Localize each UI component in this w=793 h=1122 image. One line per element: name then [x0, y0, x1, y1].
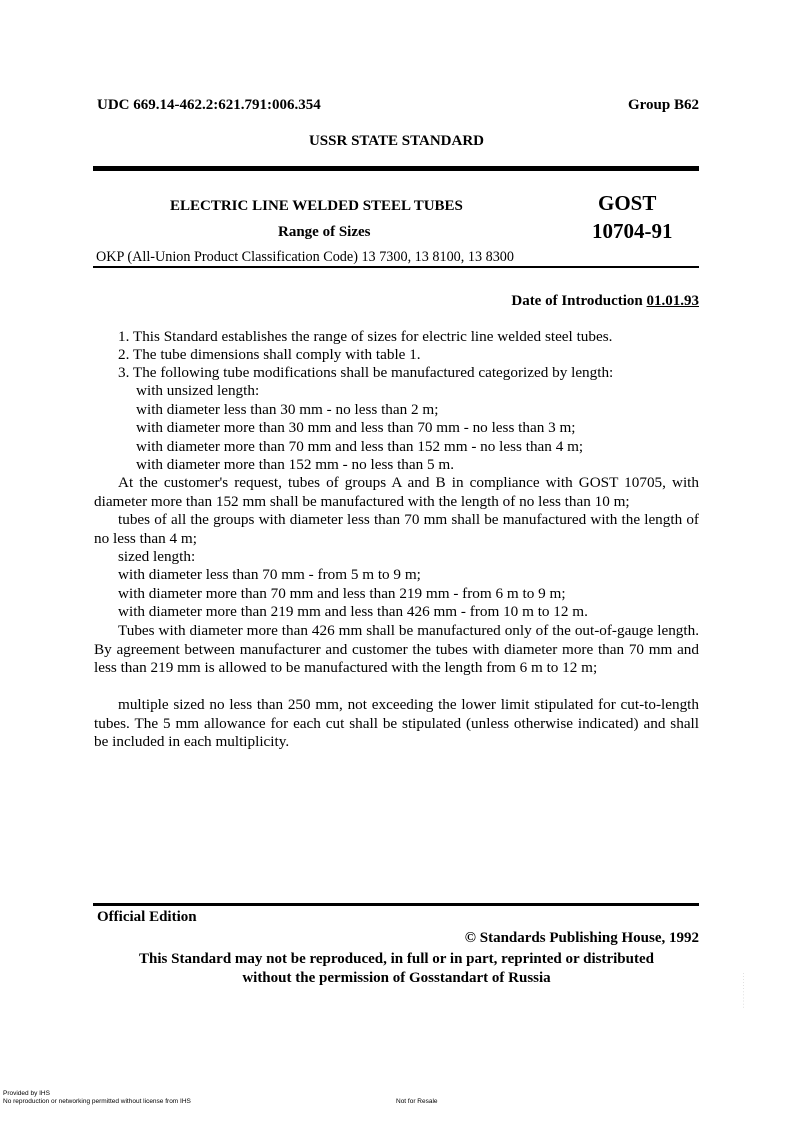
unsized-item-3: with diameter more than 70 mm and less than 152 mm - no less than 4 m; — [136, 438, 584, 455]
sized-item-2: with diameter more than 70 mm and less than 219 mm - from 6 m to 9 m; — [118, 585, 566, 602]
sized-length-label: sized length: — [118, 548, 196, 565]
paragraph-out-of-gauge: Tubes with diameter more than 426 mm shall be manufactured only of the out-of-gauge length. By agreement between manufacturer and customer the tubes with diameter more than 70 mm and less than 219 mm is allowed to be manufactured with the length from 6 m to 12 m; — [94, 622, 699, 676]
ihs-no-reproduction: No reproduction or networking permitted without license from IHS — [3, 1098, 191, 1105]
title-rule — [93, 266, 699, 268]
gost-number: 10704-91 — [592, 219, 673, 243]
ihs-not-for-resale: Not for Resale — [396, 1098, 438, 1105]
standard-type: USSR STATE STANDARD — [308, 133, 485, 149]
clause-1: 1. This Standard establishes the range of sizes for electric line welded steel tubes. — [118, 328, 613, 345]
document-subtitle: Range of Sizes — [278, 224, 371, 240]
unsized-length-label: with unsized length: — [136, 382, 260, 399]
paragraph-multiple-sized: multiple sized no less than 250 mm, not exceeding the lower limit stipulated for cut-to-length tubes. The 5 mm allowance for each cut shall be stipulated (unless otherwise indicated) and shall be included in each multiplicity. — [94, 696, 699, 750]
document-title: ELECTRIC LINE WELDED STEEL TUBES — [170, 198, 463, 214]
unsized-item-2: with diameter more than 30 mm and less than 70 mm - no less than 3 m; — [136, 419, 576, 436]
date-of-introduction — [511, 293, 699, 310]
introduction-date: 01.01.93 — [646, 293, 699, 309]
unsized-item-1: with diameter less than 30 mm - no less than 2 m; — [136, 401, 439, 418]
clause-3: 3. The following tube modifications shall be manufactured categorized by length: — [118, 364, 614, 381]
introduction-label: Date of Introduction — [511, 293, 643, 309]
group-code: Group B62 — [628, 97, 699, 113]
sized-item-3: with diameter more than 219 mm and less than 426 mm - from 10 m to 12 m. — [118, 603, 588, 620]
official-edition: Official Edition — [97, 909, 197, 925]
reproduction-notice-line2: without the permission of Gosstandart of Russia — [242, 970, 551, 986]
header-rule-thick — [93, 166, 699, 171]
sized-item-1: with diameter less than 70 mm - from 5 m to 9 m; — [118, 566, 421, 583]
udc-code: UDC 669.14-462.2:621.791:006.354 — [97, 97, 321, 113]
unsized-item-4: with diameter more than 152 mm - no less than 5 m. — [136, 456, 455, 473]
paragraph-all-groups: tubes of all the groups with diameter less than 70 mm shall be manufactured with the length of no less than 4 m; — [94, 511, 699, 547]
ihs-provided-by: Provided by IHS — [3, 1090, 50, 1097]
copyright-notice: © Standards Publishing House, 1992 — [464, 930, 699, 946]
footer-rule — [93, 903, 699, 906]
paragraph-customer-request: At the customer's request, tubes of groups A and B in compliance with GOST 10705, with diameter more than 152 mm shall be manufactured with the length of no less than 10 m; — [94, 474, 699, 510]
margin-dots: · · · · · · · · · · · · — [741, 972, 747, 1008]
clause-2: 2. The tube dimensions shall comply with table 1. — [118, 346, 421, 363]
reproduction-notice-line1: This Standard may not be reproduced, in full or in part, reprinted or distributed — [139, 951, 654, 967]
okp-code: OKP (All-Union Product Classification Code) 13 7300, 13 8100, 13 8300 — [96, 249, 514, 265]
gost-label: GOST — [598, 191, 657, 215]
